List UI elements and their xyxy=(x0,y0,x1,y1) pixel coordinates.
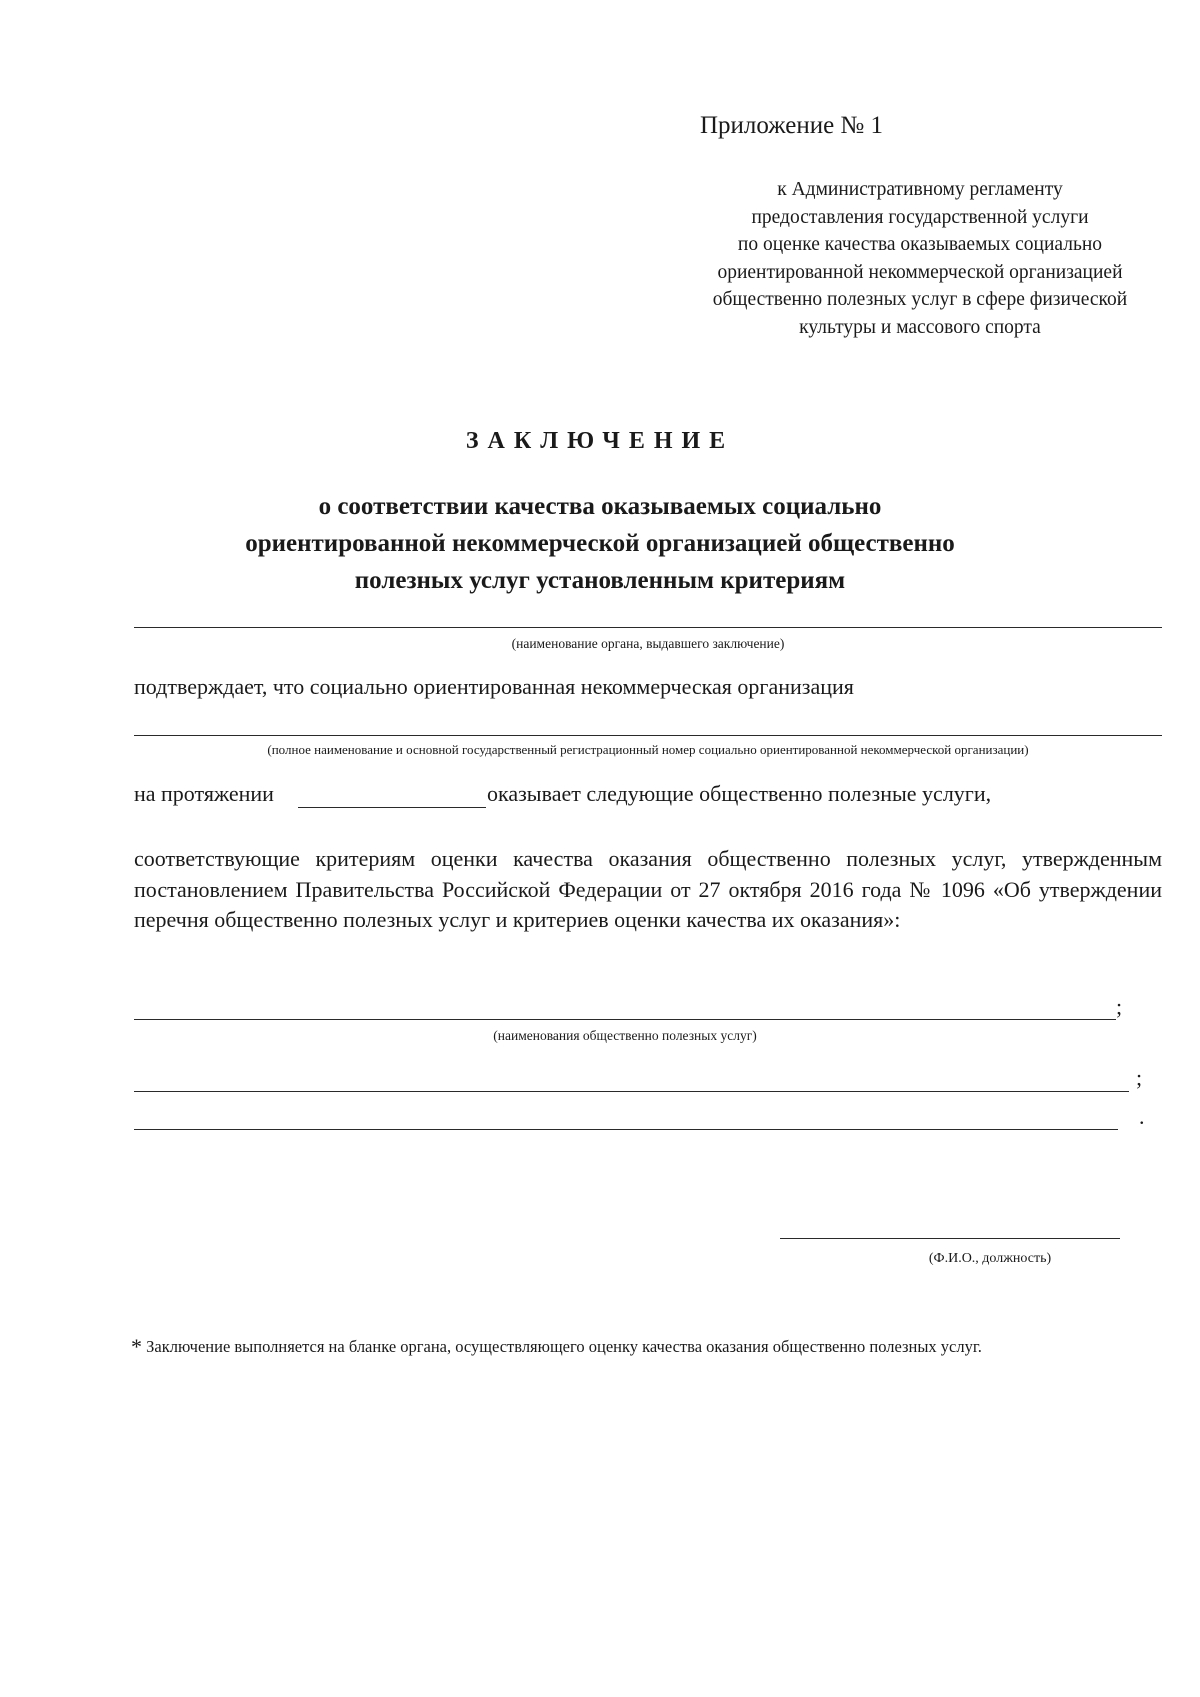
services-caption: (наименования общественно полезных услуг) xyxy=(493,1028,757,1043)
footnote xyxy=(131,1330,1131,1363)
organization-name-line[interactable] xyxy=(134,735,1162,736)
service-line-3[interactable] xyxy=(134,1129,1118,1130)
regulation-ref-line: предоставления государственной услуги xyxy=(751,206,1089,228)
regulation-ref-line: общественно полезных услуг в сфере физической xyxy=(712,289,1128,310)
confirm-text: подтверждает, что социально ориентированная некоммерческая организация xyxy=(134,674,854,699)
service-line-2[interactable] xyxy=(134,1091,1129,1092)
footnote-asterisk: * xyxy=(131,1334,142,1359)
issuer-caption: (наименование органа, выдавшего заключение) xyxy=(511,636,785,651)
regulation-reference xyxy=(640,176,1200,341)
regulation-ref-line: ориентированной некоммерческой организацией xyxy=(717,261,1123,283)
subtitle-line: ориентированной некоммерческой организацией общественно xyxy=(245,530,955,557)
appendix-title: Приложение № 1 xyxy=(700,112,884,139)
service-line-1[interactable] xyxy=(134,1019,1116,1020)
regulation-ref-line: культуры и массового спорта xyxy=(799,316,1041,338)
regulation-ref-line: по оценке качества оказываемых социально xyxy=(737,234,1103,255)
document-subtitle xyxy=(0,488,1200,599)
subtitle-line: полезных услуг установленным критериям xyxy=(354,567,846,594)
period-prefix: на протяжении xyxy=(134,781,274,806)
footnote-text: Заключение выполняется на бланке органа, осуществляющего оценку качества оказания общественно полезных услуг. xyxy=(146,1337,982,1356)
organization-caption: (полное наименование и основной государственный регистрационный номер социально ориентированной некоммерческой организации) xyxy=(267,742,1029,757)
subtitle-line: о соответствии качества оказываемых социально xyxy=(318,493,882,520)
issuer-name-line[interactable] xyxy=(134,627,1162,628)
criteria-paragraph: соответствующие критериям оценки качества оказания общественно полезных услуг, утвержденным постановлением Правительства Российской Федерации от 27 октября 2016 года № 1096 «Об утверждении перечня общественно полезных услуг и критериев оценки качества их оказания»: xyxy=(134,846,1162,932)
period-suffix: оказывает следующие общественно полезные услуги, xyxy=(487,781,992,806)
document-title: ЗАКЛЮЧЕНИЕ xyxy=(465,428,735,454)
signature-line[interactable] xyxy=(780,1238,1120,1239)
service-line-2-semicolon: ; xyxy=(1136,1065,1143,1090)
service-line-3-period: . xyxy=(1139,1104,1145,1129)
regulation-ref-line: к Административному регламенту xyxy=(777,179,1063,200)
period-input-line[interactable] xyxy=(298,807,486,808)
signature-caption: (Ф.И.О., должность) xyxy=(928,1251,1052,1266)
service-line-1-semicolon: ; xyxy=(1116,994,1123,1019)
